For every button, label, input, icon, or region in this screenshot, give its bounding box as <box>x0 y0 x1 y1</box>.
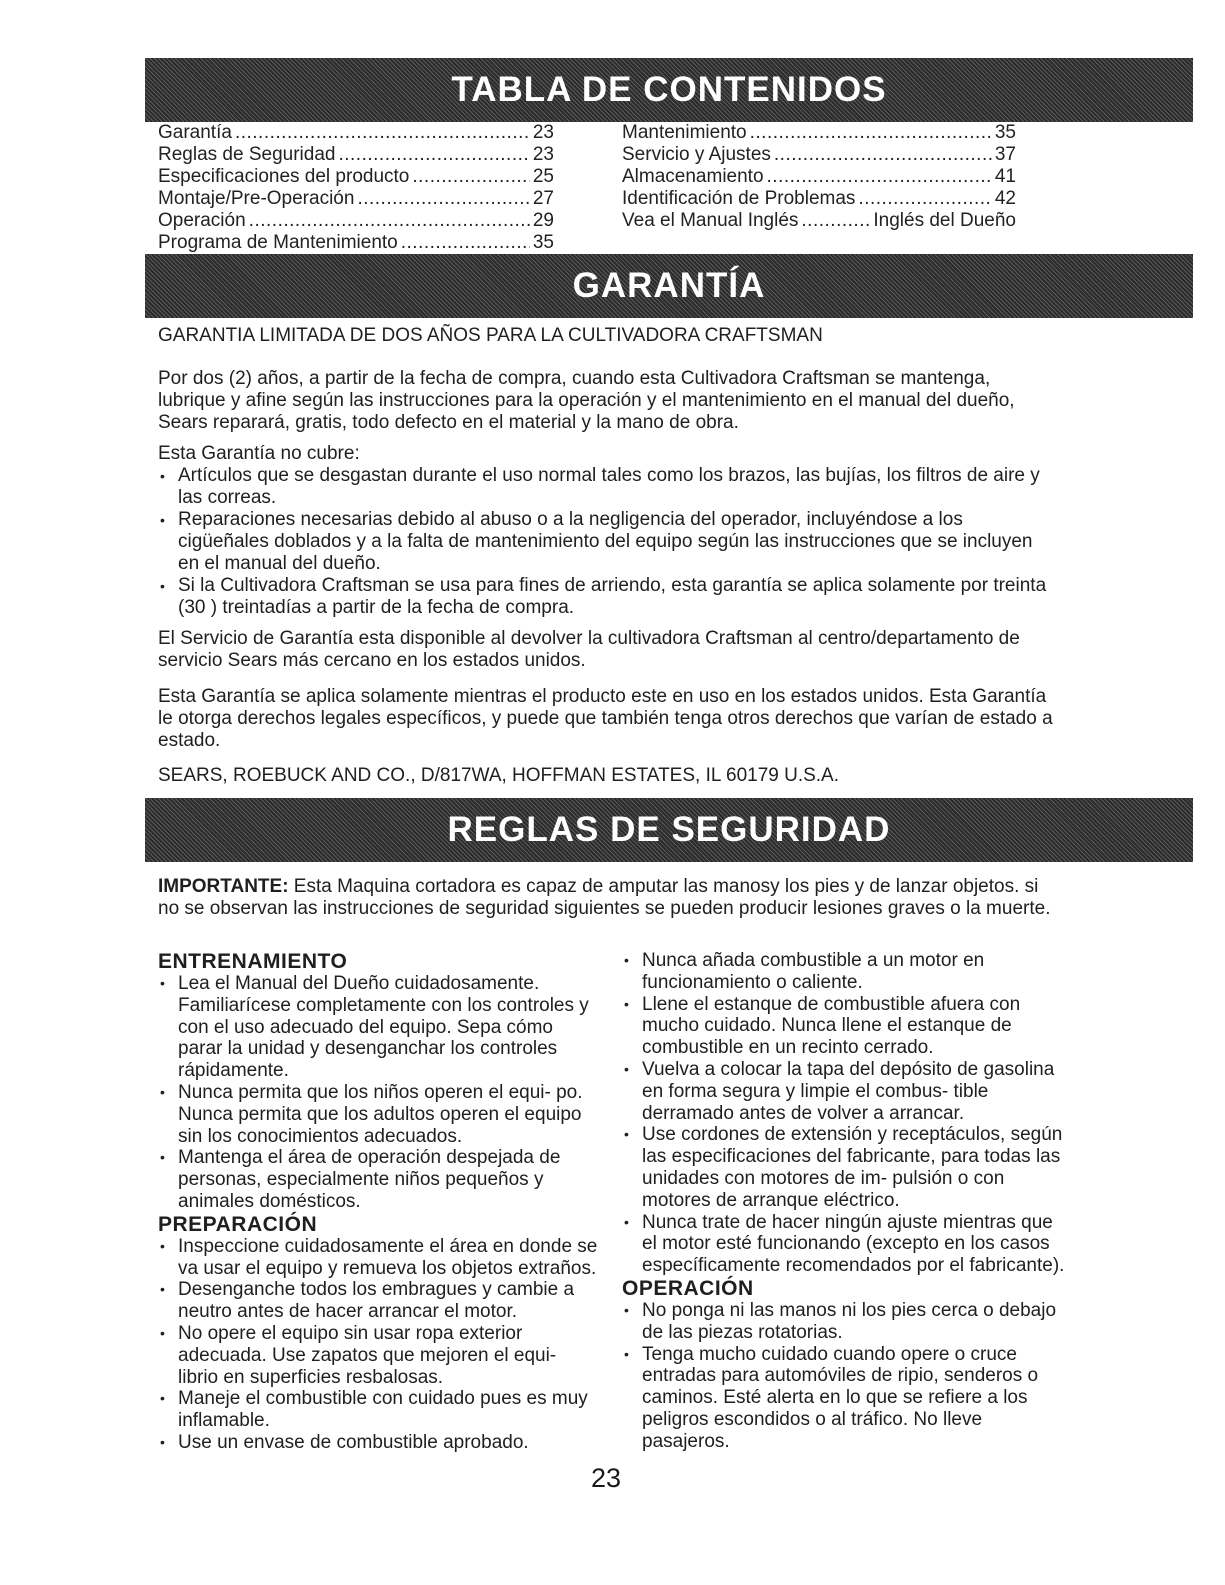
list-item: • Reparaciones necesarias debido al abuso o a la negligencia del operador, incluyéndose a los cigüeñales doblados y a la falta de mantenimiento del equipo según las instrucciones que se incluyen en el manual del dueño. <box>158 509 1058 575</box>
warranty-not-covered: Esta Garantía no cubre: <box>158 443 360 464</box>
warranty-paragraph-1: Por dos (2) años, a partir de la fecha de compra, cuando esta Cultivadora Craftsman se mantenga, lubrique y afine según las instrucciones para la operación y el mantenimiento en el manual del dueño, Sears reparará, gratis, todo defecto en el material y la mano de obra. <box>158 368 1015 433</box>
toc-entry: Reglas de Seguridad ..... 23 <box>158 144 554 166</box>
toc-entry: Identificación de Problemas ..... 42 <box>622 188 1016 210</box>
important-text: Esta Maquina cortadora es capaz de amputar las manosy los pies y de lanzar objetos. si no se observan las instrucciones de seguridad siguientes se pueden producir lesiones graves o la muerte. <box>158 876 1051 919</box>
preparation-title: PREPARACIÓN <box>158 1212 318 1236</box>
warranty-paragraph-3: Esta Garantía se aplica solamente mientras el producto este en uso en los estados unidos. Esta Garantía le otorga derechos legales específicos, y puede que también tenga otros derechos que varían de estado a estado. <box>158 686 1053 751</box>
toc-entry: Montaje/Pre-Operación ..... 27 <box>158 188 554 210</box>
toc-entry: Mantenimiento ..... 35 <box>622 122 1016 144</box>
important-notice <box>158 876 1053 920</box>
safety-banner <box>145 798 1193 862</box>
toc-left-column <box>158 122 554 254</box>
list-item: • No ponga ni las manos ni los pies cerca o debajo de las piezas rotatorias. <box>622 1300 1067 1344</box>
warranty-exclusions-list <box>158 465 1058 619</box>
list-item: • Si la Cultivadora Craftsman se usa para fines de arriendo, esta garantía se aplica solamente por treinta (30 ) treintadías a partir de la fecha de compra. <box>158 575 1058 619</box>
toc-entry: Operación ..... 29 <box>158 210 554 232</box>
safety-left-column <box>158 950 598 1454</box>
operation-title: OPERACIÓN <box>622 1276 754 1300</box>
list-item: • Artículos que se desgastan durante el uso normal tales como los brazos, las bujías, los filtros de aire y las correas. <box>158 465 1058 509</box>
list-item: • Llene el estanque de combustible afuera con mucho cuidado. Nunca llene el estanque de combustible en un recinto cerrado. <box>622 994 1067 1059</box>
toc-entry: Vea el Manual Inglés ..... Inglés del Dueño <box>622 210 1016 232</box>
toc-entry: Servicio y Ajustes ..... 37 <box>622 144 1016 166</box>
list-item: • Maneje el combustible con cuidado pues es muy inflamable. <box>158 1388 598 1432</box>
list-item: • Nunca permita que los niños operen el equi- po. Nunca permita que los adultos operen el equipo sin los conocimientos adecuados. <box>158 1082 598 1147</box>
list-item: • Vuelva a colocar la tapa del depósito de gasolina en forma segura y limpie el combus- tible derramado antes de volver a arrancar. <box>622 1059 1067 1124</box>
safety-right-column <box>622 950 1067 1453</box>
warranty-paragraph-2: El Servicio de Garantía esta disponible al devolver la cultivadora Craftsman al centro/departamento de servicio Sears más cercano en los estados unidos. <box>158 628 1020 671</box>
toc-entry: Programa de Mantenimiento ..... 35 <box>158 232 554 254</box>
list-item: • Use un envase de combustible aprobado. <box>158 1432 598 1454</box>
toc-entry: Garantía ..... 23 <box>158 122 554 144</box>
list-item: • Mantenga el área de operación despejada de personas, especialmente niños pequeños y animales domésticos. <box>158 1147 598 1212</box>
important-label: IMPORTANTE: <box>158 876 289 897</box>
toc-entry: Especificaciones del producto ..... 25 <box>158 166 554 188</box>
training-title: ENTRENAMIENTO <box>158 950 348 973</box>
list-item: • Tenga mucho cuidado cuando opere o cruce entradas para automóviles de ripio, senderos o caminos. Esté alerta en lo que se refiere a los peligros escondidos o al tráfico. No lleve pasajeros. <box>622 1344 1067 1453</box>
safety-banner-title: REGLAS DE SEGURIDAD <box>447 810 891 849</box>
warranty-banner <box>145 254 1193 318</box>
toc-entry: Almacenamiento ..... 41 <box>622 166 1016 188</box>
operation-list <box>622 1300 1067 1453</box>
training-list <box>158 973 598 1213</box>
list-item: • Inspeccione cuidadosamente el área en donde se va usar el equipo y remueva los objetos extraños. <box>158 1236 598 1280</box>
toc-right-column <box>622 122 1016 232</box>
warranty-banner-title: GARANTÍA <box>572 266 766 305</box>
list-item: • Desenganche todos los embragues y cambie a neutro antes de hacer arrancar el motor. <box>158 1279 598 1323</box>
list-item: • Nunca trate de hacer ningún ajuste mientras que el motor esté funcionando (excepto en los casos específicamente recomendados por el fabricante). <box>622 1212 1067 1277</box>
toc-banner-title: TABLA DE CONTENIDOS <box>451 70 887 109</box>
toc-banner <box>145 58 1193 122</box>
list-item: • Nunca añada combustible a un motor en funcionamiento o caliente. <box>622 950 1067 994</box>
preparation-list <box>158 1236 598 1454</box>
list-item: • Use cordones de extensión y receptáculos, según las especificaciones del fabricante, para todas las unidades con motores de im- pulsión o con motores de arranque eléctrico. <box>622 1124 1067 1211</box>
page-number: 23 <box>590 1463 622 1493</box>
list-item: • Lea el Manual del Dueño cuidadosamente. Familiarícese completamente con los controles y con el uso adecuado del equipo. Sepa cómo parar la unidad y desenganchar los controles rápidamente. <box>158 973 598 1082</box>
warranty-address: SEARS, ROEBUCK AND CO., D/817WA, HOFFMAN ESTATES, IL 60179 U.S.A. <box>158 765 840 786</box>
warranty-heading: GARANTIA LIMITADA DE DOS AÑOS PARA LA CULTIVADORA CRAFTSMAN <box>158 325 823 346</box>
list-item: • No opere el equipo sin usar ropa exterior adecuada. Use zapatos que mejoren el equi- librio en superficies resbalosas. <box>158 1323 598 1388</box>
fuel-safety-list <box>622 950 1067 1277</box>
